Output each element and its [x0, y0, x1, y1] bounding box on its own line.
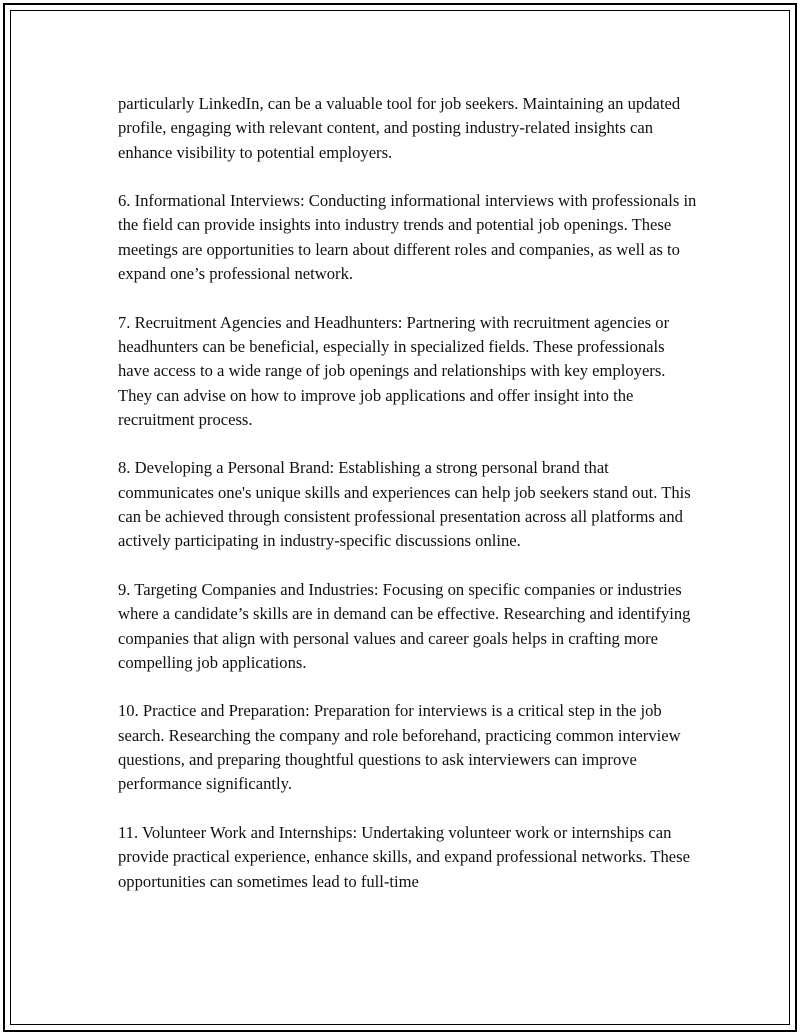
paragraph-volunteer-internships: 11. Volunteer Work and Internships: Undertaking volunteer work or internships can provide practical experience, enhance skills, and expand professional networks. These opportunities can sometimes lead to full-time: [118, 822, 690, 891]
paragraph-linkedin-continuation: particularly LinkedIn, can be a valuable tool for job seekers. Maintaining an updated profile, engaging with relevant content, and posting industry-related insights can enhance visibility to potential employers.: [118, 94, 681, 162]
paragraph-personal-brand: 8. Developing a Personal Brand: Establishing a strong personal brand that communicates one's unique skills and experiences can help job seekers stand out. This can be achieved through consistent professional presentation across all platforms and actively participating in industry-specific discussions online.: [118, 458, 691, 551]
document-body: [118, 92, 698, 918]
paragraph-recruitment-agencies: 7. Recruitment Agencies and Headhunters: Partnering with recruitment agencies or headhunters can be beneficial, especially in specialized fields. These professionals have access to a wide range of job openings and relationships with key employers. They can advise on how to improve job applications and offer insight into the recruitment process.: [118, 312, 670, 429]
paragraph-targeting-companies: 9. Targeting Companies and Industries: Focusing on specific companies or industries where a candidate’s skills are in demand can be effective. Researching and identifying companies that align with personal values and career goals helps in crafting more compelling job applications.: [118, 579, 691, 672]
paragraph-practice-preparation: 10. Practice and Preparation: Preparation for interviews is a critical step in the job search. Researching the company and role beforehand, practicing common interview questions, and preparing thoughtful questions to ask interviewers can improve performance significantly.: [118, 701, 681, 794]
paragraph-informational-interviews: 6. Informational Interviews: Conducting informational interviews with professionals in the field can provide insights into industry trends and potential job openings. These meetings are opportunities to learn about different roles and companies, as well as to expand one’s professional network.: [118, 191, 697, 284]
